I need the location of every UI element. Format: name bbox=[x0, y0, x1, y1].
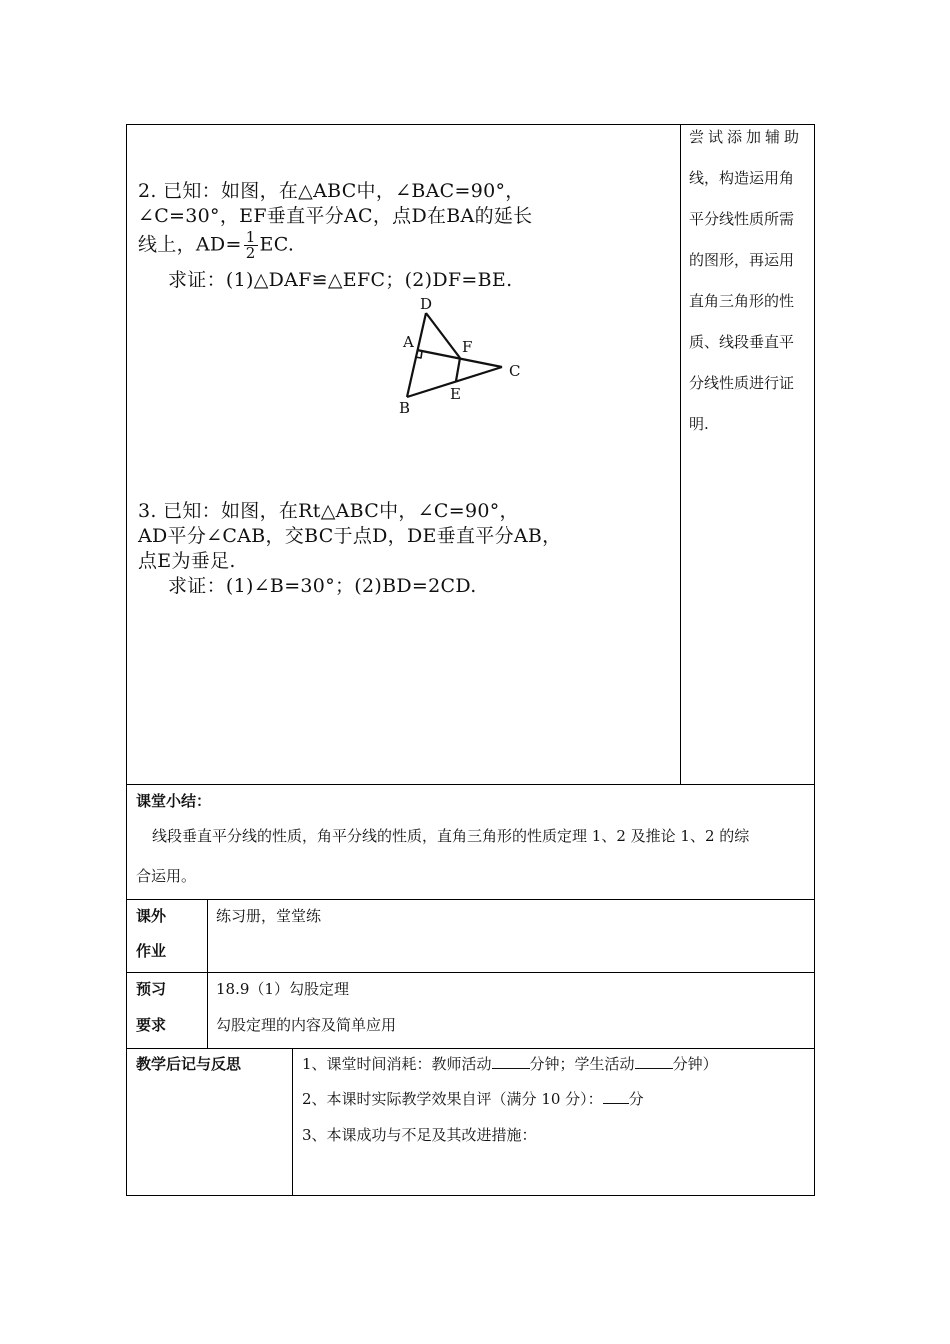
problem-2-line-1: 2. 已知：如图，在△ABC中，∠BAC=90°， bbox=[138, 180, 525, 202]
fraction-numerator: 1 bbox=[245, 228, 256, 246]
reflection-item-1-a: 1、课堂时间消耗：教师活动 bbox=[302, 1055, 492, 1073]
reflection-item-2 bbox=[302, 1089, 644, 1109]
student-time-blank[interactable] bbox=[635, 1054, 673, 1069]
hint-line-5: 直角三角形的性 bbox=[689, 292, 795, 310]
reflection-item-2-b: 分 bbox=[628, 1090, 644, 1108]
label-D: D bbox=[420, 295, 433, 313]
hint-line-1: 尝试添加辅助 bbox=[689, 128, 804, 146]
problem-2-line-3-prefix: 线上，AD= bbox=[138, 233, 242, 256]
label-E: E bbox=[450, 385, 461, 403]
homework-label-1: 课外 bbox=[136, 907, 167, 925]
problem-3-line-1: 3. 已知：如图，在Rt△ABC中，∠C=90°， bbox=[138, 500, 519, 522]
reflection-item-1-b: 分钟；学生活动 bbox=[529, 1055, 635, 1073]
preview-label-2: 要求 bbox=[136, 1016, 167, 1034]
self-score-blank[interactable] bbox=[603, 1089, 629, 1104]
row-divider-preview bbox=[126, 972, 815, 973]
reflection-item-1 bbox=[302, 1054, 718, 1074]
reflection-label: 教学后记与反思 bbox=[136, 1055, 242, 1073]
fraction-one-half bbox=[244, 230, 258, 261]
summary-line-2: 合运用。 bbox=[136, 867, 197, 885]
reflection-label-divider bbox=[292, 1048, 293, 1196]
hint-line-3: 平分线性质所需 bbox=[689, 210, 795, 228]
label-F: F bbox=[462, 338, 473, 356]
reflection-item-1-c: 分钟） bbox=[672, 1055, 718, 1073]
preview-line-2: 勾股定理的内容及简单应用 bbox=[216, 1016, 397, 1034]
segment-FE bbox=[456, 358, 460, 381]
row-divider-homework bbox=[126, 899, 815, 900]
fraction-denominator: 2 bbox=[245, 244, 256, 262]
reflection-item-2-a: 2、本课时实际教学效果自评（满分 10 分）： bbox=[302, 1090, 603, 1108]
problem-3-line-4: 求证：(1)∠B=30°；(2)BD=2CD. bbox=[168, 575, 477, 597]
preview-line-1: 18.9（1）勾股定理 bbox=[216, 980, 349, 998]
problem-2-line-2: ∠C=30°，EF垂直平分AC，点D在BA的延长 bbox=[138, 205, 533, 227]
table-right-border bbox=[814, 124, 815, 1196]
hint-line-6: 质、线段垂直平 bbox=[689, 333, 795, 351]
hint-line-2: 线，构造运用角 bbox=[689, 169, 795, 187]
segment-DB bbox=[407, 313, 426, 397]
segment-DF bbox=[426, 313, 460, 358]
problem-2-line-3-suffix: EC. bbox=[259, 233, 295, 256]
teacher-time-blank[interactable] bbox=[492, 1054, 530, 1069]
reflection-item-3: 3、本课成功与不足及其改进措施： bbox=[302, 1126, 537, 1144]
homework-content: 练习册，堂堂练 bbox=[216, 907, 322, 925]
hint-column-divider bbox=[680, 124, 681, 784]
hint-line-4: 的图形，再运用 bbox=[689, 251, 795, 269]
label-C: C bbox=[509, 362, 521, 380]
hint-line-8: 明. bbox=[689, 415, 709, 433]
summary-line-1: 线段垂直平分线的性质，角平分线的性质，直角三角形的性质定理 1、2 及推论 1、2 的综 bbox=[152, 827, 750, 845]
problem-3-line-2: AD平分∠CAB，交BC于点D，DE垂直平分AB， bbox=[138, 525, 562, 547]
row-divider-summary bbox=[126, 784, 815, 785]
label-column-divider bbox=[207, 899, 208, 1048]
table-bottom-border bbox=[126, 1195, 815, 1196]
problem-2-figure bbox=[390, 295, 530, 420]
problem-2-line-3 bbox=[138, 230, 294, 261]
preview-label-1: 预习 bbox=[136, 980, 167, 998]
summary-title: 课堂小结： bbox=[136, 792, 212, 810]
hint-line-7: 分线性质进行证 bbox=[689, 374, 795, 392]
row-divider-reflection bbox=[126, 1048, 815, 1049]
label-A: A bbox=[403, 333, 414, 351]
problem-2-line-4: 求证：(1)△DAF≌△EFC；(2)DF=BE. bbox=[168, 269, 513, 291]
problem-3-line-3: 点E为垂足. bbox=[138, 550, 236, 572]
label-B: B bbox=[399, 399, 411, 417]
table-left-border bbox=[126, 124, 127, 1196]
homework-label-2: 作业 bbox=[136, 942, 167, 960]
